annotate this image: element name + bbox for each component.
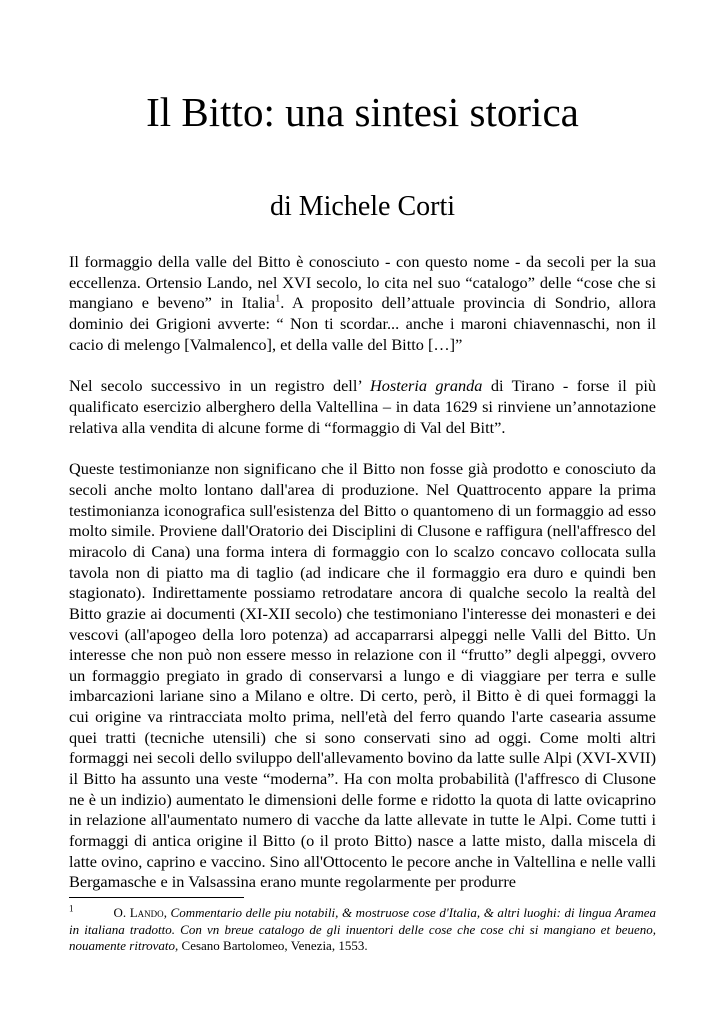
paragraph-text: Il formaggio della valle del Bitto è conosciuto - con questo nome - da secoli per la sua eccellenza. Ortensio Lando, nel XVI secolo, lo cita nel suo “catalogo” delle “cose che si mangiano e beveno” in Italia [69, 252, 656, 313]
footnote-work-title: Commentario delle piu notabili, & mostruose cose d'Italia, & altri luoghi: di lingua Aramea in italiana tradotto. Con vn breue catalogo de gli inuentori delle cose che cose chi si mangiano et beueno, nouamente ritrovato [69, 905, 656, 953]
footnote-number: 1 [69, 903, 74, 914]
footnote-separator [69, 897, 244, 898]
footnote-reference[interactable]: 1 [275, 293, 281, 305]
paragraph-text: di Tirano - forse il più qualificato esercizio alberghero della Valtellina – in data 1629 si rinviene un’annotazione relativa alla vendita di alcune forme di “formaggio di Val del Bitt”. [69, 376, 656, 437]
paragraph-testimonianze: Queste testimonianze non significano che il Bitto non fosse già prodotto e conosciuto da secoli anche molto lontano dall'area di produzione. Nel Quattrocento appare la prima testimonianza iconografica sull'esistenza del Bitto o quantomeno di un formaggio ad esso molto simile. Proviene dall'Oratorio dei Disciplini di Clusone e raffigura (nell'affresco del miracolo di Cana) una forma intera di formaggio con lo scalzo concavo collocata sulla tavola non di piatto ma di taglio (ad indicare che il formaggio era duro e quindi ben stagionato). Indirettamente possiamo retrodatare ancora di qualche secolo la realtà del Bitto grazie ai documenti (XI-XII secolo) che testimoniano l'interesse dei monasteri e dei vescovi (all'apogeo della loro potenza) ad accaparrarsi alpeggi nelle Valli del Bitto. Un interesse che non può non essere messo in relazione con il “frutto” degli alpeggi, ovvero un formaggio pregiato in grado di conservarsi a lungo e di viaggiare per terra e sulle imbarcazioni lariane sino a Milano e oltre. Di certo, però, il Bitto è di quei formaggi la cui origine va rintracciata molto prima, nell'età del ferro quando l'arte casearia assume quei tratti (tecniche utensili) che si sono conservati sino ad oggi. Come molti altri formaggi nei secoli dello sviluppo dell'allevamento bovino da latte sulle Alpi (XVI-XVII) il Bitto ha assunto una veste “moderna”. Ha con molta probabilità (l'affresco di Clusone ne è un indizio) aumentato le dimensioni delle forme e ridotto la quota di latte ovicaprino in relazione all'aumentato numero di vacche da latte allevate in tutte le Alpi. Come tutti i formaggi di antica origine il Bitto (o il proto Bitto) nasce a latte misto, dalla miscela di latte ovino, caprino e vaccino. Sino all'Ottocento le pecore anche in Valtellina e nelle valli Bergamasche e in Valsassina erano munte regolarmente per produrre [69, 459, 656, 892]
paragraph-hosteria [69, 376, 656, 438]
author-byline: di Michele Corti [269, 191, 456, 222]
footnote-author-name: Lando [129, 905, 164, 920]
footnote-author-initial: O. [113, 905, 130, 920]
document-body [69, 252, 656, 893]
paragraph-text: Nel secolo successivo in un registro dell’ [69, 376, 370, 396]
paragraph-text: . A proposito dell’attuale provincia di Sondrio, allora dominio dei Grigioni avverte: “ Non ti scordar... anche i maroni chiavennaschi, non il cacio di melengo [Valmalenco], et della valle del Bitto […]” [69, 293, 656, 354]
footnote-comma: , [163, 905, 171, 920]
document-title: Il Bitto: una sintesi storica [146, 89, 579, 135]
footnote [69, 905, 656, 955]
footnote-publication: , Cesano Bartolomeo, Venezia, 1553. [175, 938, 368, 953]
paragraph-lando [69, 252, 656, 355]
italic-term: Hosteria granda [370, 376, 483, 396]
